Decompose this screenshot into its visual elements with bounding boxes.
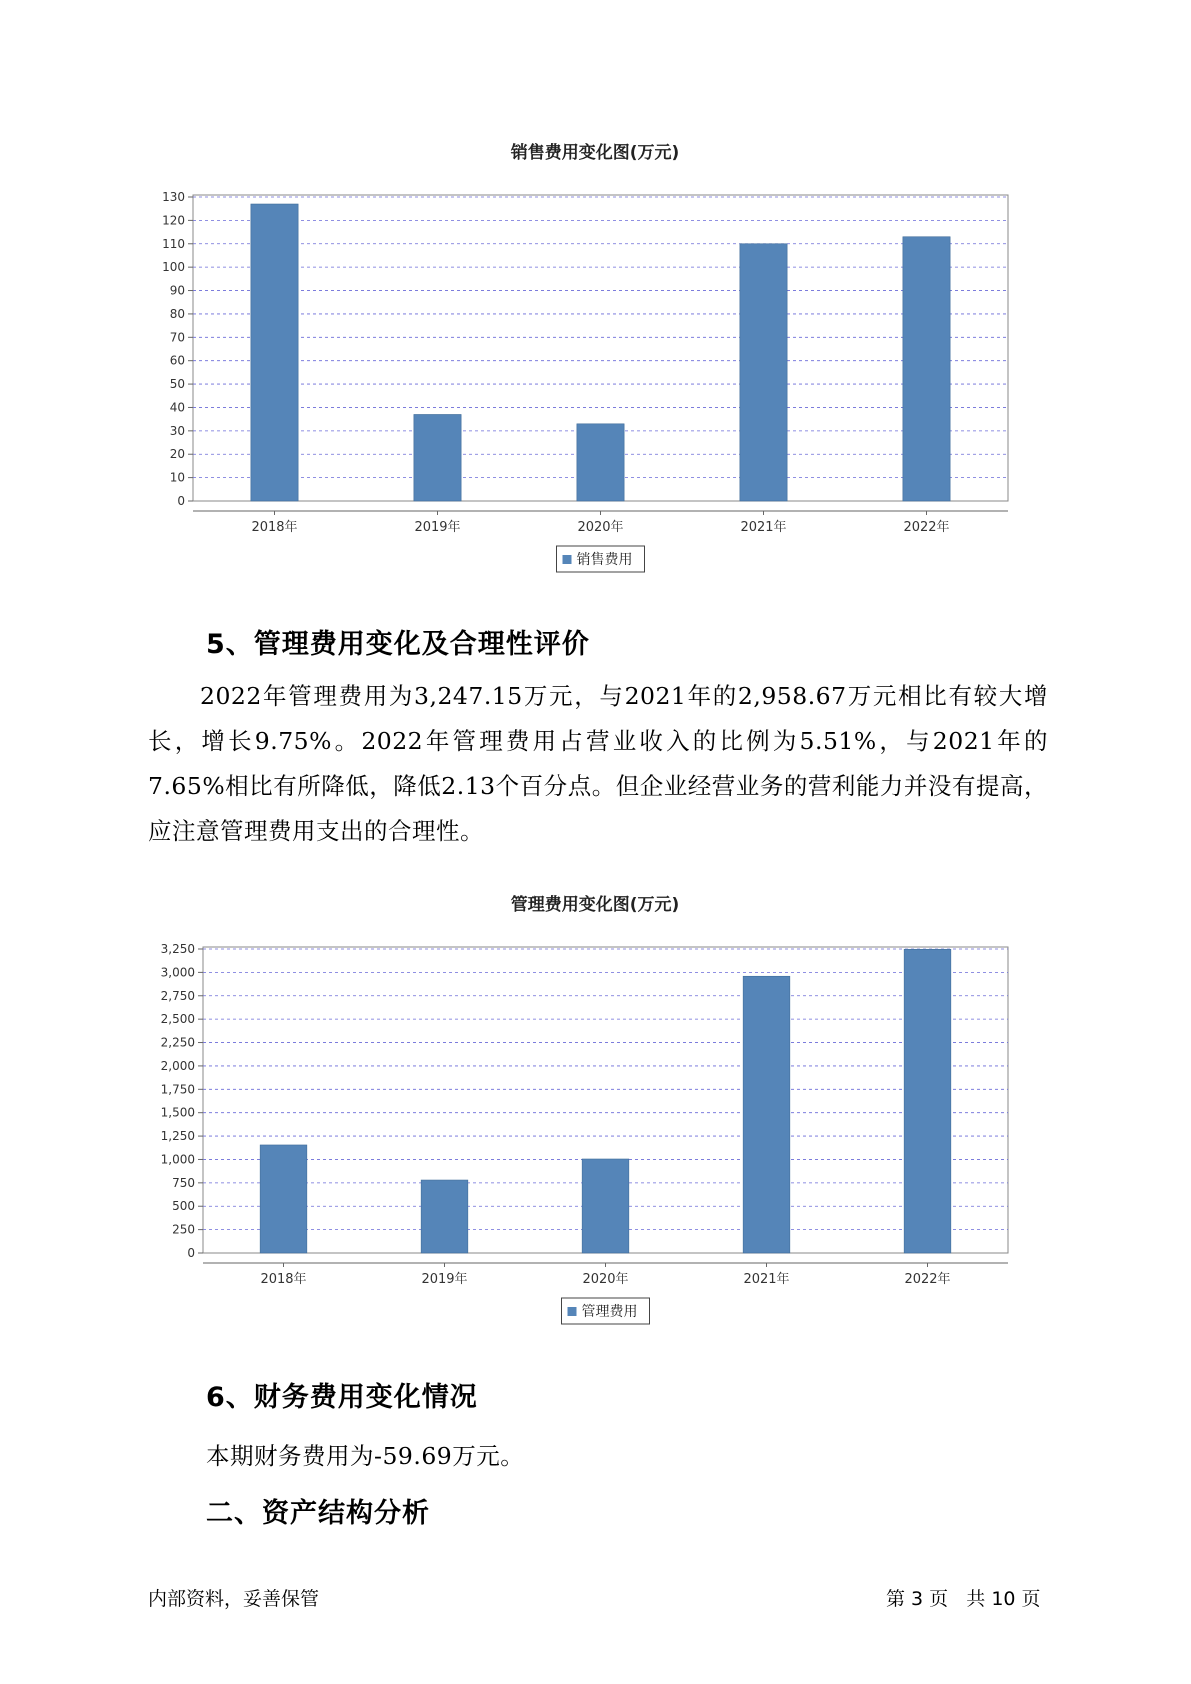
sales-expense-chart	[150, 138, 1040, 598]
footer-page-number: 第 3 页 共 10 页	[886, 1588, 1041, 1610]
bar	[904, 949, 951, 1253]
admin-expense-chart	[150, 890, 1040, 1350]
y-tick-label: 2,000	[160, 1058, 195, 1073]
y-tick-label: 500	[172, 1199, 195, 1214]
y-tick-label: 1,000	[160, 1152, 195, 1167]
x-tick-label: 2021年	[740, 520, 787, 535]
footer-confidential: 内部资料，妥善保管	[148, 1588, 320, 1610]
legend-label: 管理费用	[581, 1304, 638, 1320]
bar	[260, 1145, 307, 1253]
y-tick-label: 750	[172, 1175, 195, 1190]
y-tick-label: 2,250	[160, 1035, 195, 1050]
x-tick-label: 2019年	[421, 1272, 468, 1287]
bar	[251, 204, 298, 501]
sales-chart-title: 销售费用变化图(万元)	[510, 143, 680, 163]
bar	[740, 244, 787, 501]
y-tick-label: 70	[169, 330, 185, 345]
y-tick-label: 100	[162, 260, 185, 275]
y-tick-label: 10	[169, 470, 185, 485]
legend-swatch	[563, 555, 572, 564]
finance-expense-heading: 6、财务费用变化情况	[206, 1382, 478, 1413]
legend-swatch	[568, 1307, 577, 1316]
y-tick-label: 1,750	[160, 1082, 195, 1097]
y-tick-label: 60	[169, 353, 185, 368]
x-tick-label: 2019年	[414, 520, 461, 535]
y-tick-label: 250	[172, 1222, 195, 1237]
bar	[421, 1180, 468, 1253]
y-tick-label: 40	[169, 400, 185, 415]
y-tick-label: 130	[162, 190, 185, 204]
x-tick-label: 2022年	[904, 1272, 951, 1287]
x-tick-label: 2022年	[903, 520, 950, 535]
y-tick-label: 0	[177, 494, 185, 508]
sales-chart-svg	[150, 183, 1040, 598]
bar	[414, 414, 461, 501]
admin-chart-svg	[150, 935, 1040, 1350]
legend-label: 销售费用	[576, 552, 633, 568]
x-tick-label: 2020年	[577, 520, 624, 535]
y-tick-label: 20	[169, 447, 185, 462]
y-tick-label: 1,250	[160, 1129, 195, 1144]
y-tick-label: 90	[169, 283, 185, 298]
asset-structure-heading: 二、资产结构分析	[206, 1498, 430, 1529]
y-tick-label: 2,750	[160, 988, 195, 1003]
bar	[577, 424, 624, 501]
y-tick-label: 3,000	[160, 965, 195, 980]
bar	[582, 1159, 629, 1253]
y-tick-label: 120	[162, 213, 185, 228]
y-tick-label: 110	[162, 236, 185, 251]
finance-expense-paragraph: 本期财务费用为-59.69万元。	[206, 1442, 525, 1470]
y-tick-label: 2,500	[160, 1012, 195, 1027]
y-tick-label: 80	[169, 306, 185, 321]
bar	[903, 237, 950, 501]
admin-chart-title: 管理费用变化图(万元)	[510, 895, 680, 915]
y-tick-label: 0	[187, 1246, 195, 1260]
y-tick-label: 1,500	[160, 1105, 195, 1120]
admin-expense-heading: 5、管理费用变化及合理性评价	[206, 629, 590, 660]
x-tick-label: 2018年	[260, 1272, 307, 1287]
x-tick-label: 2021年	[743, 1272, 790, 1287]
x-tick-label: 2020年	[582, 1272, 629, 1287]
y-tick-label: 3,250	[160, 942, 195, 956]
y-tick-label: 50	[169, 377, 185, 392]
y-tick-label: 30	[169, 423, 185, 438]
x-tick-label: 2018年	[251, 520, 298, 535]
bar	[743, 976, 790, 1253]
admin-expense-paragraph: 2022年管理费用为3,247.15万元，与2021年的2,958.67万元相比有较大增长，增长9.75%。2022年管理费用占营业收入的比例为5.51%，与2021年的7.65%相比有所降低，降低2.13个百分点。但企业经营业务的营利能力并没有提高，应注意管理费用支出的合理性。	[148, 682, 1048, 845]
